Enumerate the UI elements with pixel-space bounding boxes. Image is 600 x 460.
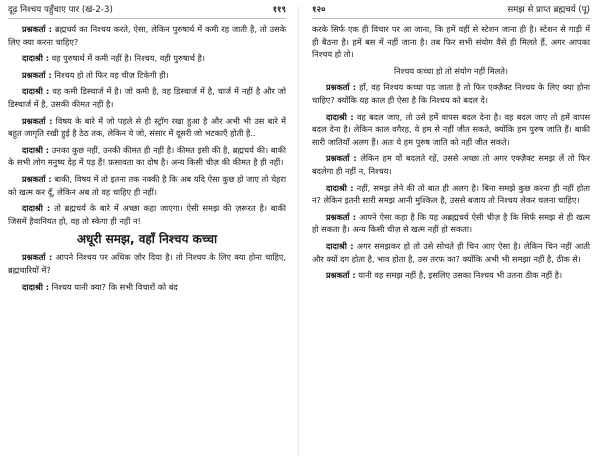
speaker-label: दादाश्री :: [22, 144, 50, 155]
paragraph: [312, 152, 590, 177]
speaker-label: प्रश्नकर्ता :: [22, 24, 53, 34]
paragraph: [312, 211, 590, 236]
paragraph: [8, 115, 286, 140]
paragraph-text: वह पुरुषार्थ में कमी नहीं है। निश्चय, वही पुरुषार्थ है।: [51, 53, 206, 64]
paragraph: [8, 144, 286, 169]
paragraph-text: वह बदल जाए, तो उसे हमें वापस बदल देना है। वह बदल जाए तो हमें वापस बदल देना है। लेकिन काल वगैरह, ये हम से नहीं जीत सकते, क्योंकि हम पुरुष जाति हैं। बाकी सारी जातियाँ अलग हैं। अतः ये हम पुरुष जाति को नहीं जीत सकते।: [312, 111, 590, 147]
paragraph-text: ब्रह्मचर्य का निश्चय करते, ऐसा, लेकिन पुरुषार्थ में कमी रह जाती है, तो उसके लिए क्या करना चाहिए?: [8, 24, 286, 47]
speaker-label: दादाश्री :: [22, 86, 50, 97]
paragraph: [8, 69, 286, 82]
paragraph-text: आपने ऐसा कहा है कि यह अब्रह्मचर्य ऐसी चीज़ है कि सिर्फ समझ से ही खत्म हो सकता है। अन्य किसी चीज़ से खत्म नहीं हो सकता।: [312, 211, 590, 235]
paragraph: [312, 240, 590, 265]
speaker-label: दादाश्री :: [22, 203, 51, 214]
paragraph-text: यानी वह समझ नहीं है, इसलिए उसका निश्चय भी उतना ठीक नहीं है।: [358, 270, 563, 281]
speaker-label: प्रश्नकर्ता :: [326, 211, 357, 222]
speaker-label: प्रश्नकर्ता :: [326, 270, 356, 281]
paragraph-text: अगर समझकर हो तो उसे सोचते ही चिन आए ऐसा है। लेकिन चिन नहीं आती और क्यों दग होता है, भाव होता है, उस तरफ का? क्योंकि अभी भी समझा नहीं है, ठीक से।: [312, 240, 590, 264]
right-page-body: [312, 23, 590, 282]
paragraph-text: तो ब्रह्मचर्य के बारे में अच्छा कहा जाएगा। ऐसी समझ की ज़रूरत है। बाकी जिसमें हैवानियत हो, वह तो स्केगा ही नहीं न!: [8, 203, 286, 226]
paragraph-text: विषय के बारे में जो पहले से ही स्ट्रॉग रखा हुआ है और अभी भी उस बारे में बहुत जागृति रखी हुई है ठेठ तक, लेकिन ये जो, संसार में दूसरी जो भटकाएँ होती है..: [8, 115, 286, 139]
paragraph-text: बाकी, विषय में तो इतना तक नक्की है कि अब यदि ऐसा कुछ हो जाए तो चेहरा को खत्म कर दूँ, लेकिन अब तो वह चाहिए ही नहीं।: [8, 173, 286, 197]
paragraph: [8, 52, 286, 65]
paragraph: [8, 23, 286, 48]
paragraph: [312, 269, 590, 282]
right-page: [308, 0, 590, 460]
page-gutter: [298, 6, 299, 456]
paragraph: [312, 81, 590, 106]
speaker-label: दादाश्री :: [22, 53, 49, 64]
paragraph: [8, 251, 286, 276]
speaker-label: दादाश्री :: [326, 182, 354, 193]
speaker-label: प्रश्नकर्ता :: [22, 115, 53, 126]
running-header-right: [312, 4, 590, 19]
section-heading: अधूरी समझ, वहाँ निश्चय कच्चा: [76, 232, 218, 247]
paragraph-text: वह कमी डिस्चार्ज में है। जो कमी है, वह डिस्चार्ज में है, चार्ज में नहीं है और जो डिस्चार्ज में है, उसकी कीमत नहीं है।: [8, 86, 287, 109]
left-page: [8, 0, 290, 460]
paragraph: [312, 111, 590, 149]
centered-statement: निश्चय कच्चा हो तो संयोग नहीं मिलते।: [393, 65, 509, 76]
paragraph-text: आपने निश्चय पर अधिक ज़ोर दिया है। तो निश्चय के लिए क्या होना चाहिए, ब्रह्मचारियों में?: [8, 252, 287, 275]
running-title-left: दूढ़ निश्चय पहुँचाए पार (खं-2-3): [8, 5, 113, 15]
paragraph-text: उनका कुछ नहीं, उनकी कीमत ही नहीं है। कीमत इसी की है, ब्रह्मचर्य की। बाकी के सभी लोग मनुष्य देह में पड़ हैं! फ़सावता का दोष है। अन्य किसी चीज़ की कीमत है ही नहीं।: [8, 144, 287, 168]
speaker-label: प्रश्नकर्ता :: [326, 153, 357, 164]
speaker-label: दादाश्री :: [22, 281, 49, 292]
speaker-label: प्रश्नकर्ता :: [22, 69, 52, 80]
speaker-label: प्रश्नकर्ता :: [326, 82, 357, 93]
paragraph: [8, 281, 286, 294]
paragraph-text: निश्चय हो तो फिर वह चीज़ टिकेगी ही।: [54, 69, 169, 80]
running-title-right: समझ से प्राप्त ब्रह्मचर्य (पू): [507, 5, 590, 15]
speaker-label: दादाश्री :: [326, 111, 354, 122]
paragraph-text: हाँ, वह निश्चय कच्चा पड़ जाता है तो फिर एक्ज़ैक्ट निश्चय के लिए क्या होना चाहिए? क्योंकि यह काल ही ऐसा है कि निश्चय को बदल दे।: [312, 82, 590, 105]
left-page-body: [8, 23, 286, 293]
running-header-left: [8, 4, 286, 19]
paragraph: [8, 202, 286, 227]
speaker-label: दादाश्री :: [326, 240, 354, 251]
speaker-label: प्रश्नकर्ता :: [22, 173, 52, 184]
paragraph-text: नहीं, समझ लेने की तो बात ही अलग है। बिना समझे कुछ करना ही नहीं होता न? लेकिन इतनी सारी समझ आनी मुश्किल है, उससे बजाय तो निश्चय लेकर चलना चाहिए।: [312, 182, 591, 206]
speaker-label: प्रश्नकर्ता :: [22, 252, 53, 263]
paragraph: [8, 85, 286, 110]
paragraph-text: लेकिन हम यों बदलते रहें, उससे अच्छा तो अगर एक्ज़ैक्ट समझ लें तो फिर बदलेगा ही नहीं न, निश्चय।: [312, 153, 590, 176]
paragraph: [8, 173, 286, 198]
paragraph: [312, 182, 590, 207]
paragraph: करके सिर्फ एक ही विचार पर आ जाना, कि हमें वहीं से स्टेशन जाना ही है। स्टेशन से गाड़ी में ही बैठना है। हमें बस में नहीं जाना है। तब फिर सभी संयोग वैसे ही मिलते हैं, अगर आपका निश्चय हो तो।: [312, 24, 590, 60]
page-number-right: १२०: [312, 5, 326, 15]
page-number-left: ११९: [272, 5, 286, 15]
paragraph-text: निश्चय यानी क्या? कि सभी विचारों को बंद: [51, 281, 178, 292]
